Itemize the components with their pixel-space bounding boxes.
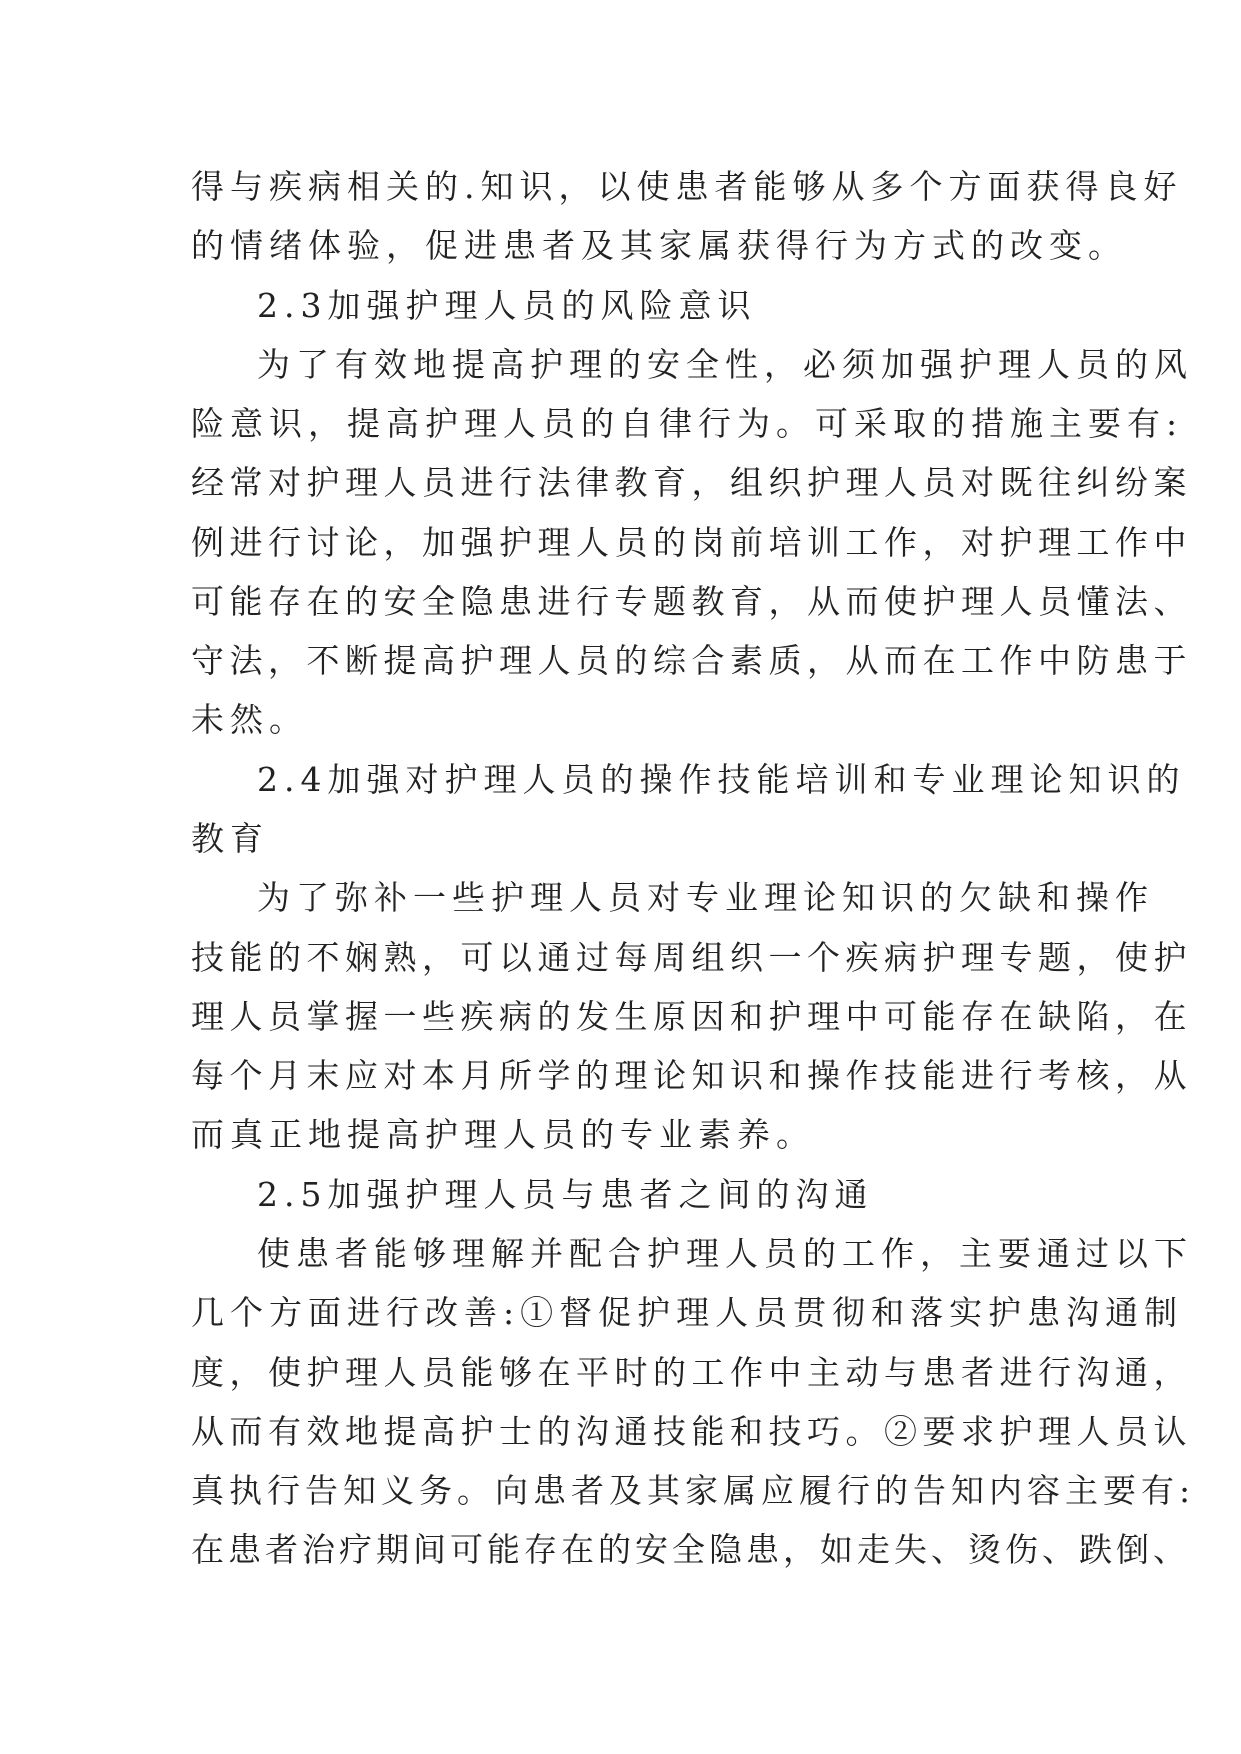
body-text-line: 而真正地提高护理人员的专业素养。 bbox=[191, 1115, 815, 1154]
body-text-line: 理人员掌握一些疾病的发生原因和护理中可能存在缺陷，在 bbox=[191, 997, 1192, 1036]
body-text-line: 度，使护理人员能够在平时的工作中主动与患者进行沟通， bbox=[191, 1353, 1192, 1392]
body-text-line: 得与疾病相关的.知识，以使患者能够从多个方面获得良好 bbox=[191, 167, 1183, 206]
body-text-line: 守法，不断提高护理人员的综合素质，从而在工作中防患于 bbox=[191, 641, 1192, 680]
body-text-line: 真执行告知义务。向患者及其家属应履行的告知内容主要有: bbox=[191, 1471, 1196, 1510]
section-heading-2-5: 2.5加强护理人员与患者之间的沟通 bbox=[257, 1175, 874, 1214]
section-heading-2-4-cont: 教育 bbox=[191, 819, 269, 858]
section-heading-2-3: 2.3加强护理人员的风险意识 bbox=[257, 286, 757, 325]
body-text-line: 的情绪体验，促进患者及其家属获得行为方式的改变。 bbox=[191, 226, 1127, 265]
body-text-line: 为了弥补一些护理人员对专业理论知识的欠缺和操作 bbox=[257, 878, 1154, 917]
body-text-line: 经常对护理人员进行法律教育，组织护理人员对既往纠纷案 bbox=[191, 463, 1192, 502]
body-text-line: 例进行讨论，加强护理人员的岗前培训工作，对护理工作中 bbox=[191, 523, 1192, 562]
body-text-line: 每个月末应对本月所学的理论知识和操作技能进行考核，从 bbox=[191, 1056, 1192, 1095]
body-text-line: 险意识，提高护理人员的自律行为。可采取的措施主要有: bbox=[191, 404, 1184, 443]
body-text-line: 使患者能够理解并配合护理人员的工作，主要通过以下 bbox=[257, 1234, 1193, 1273]
body-text-line: 从而有效地提高护士的沟通技能和技巧。②要求护理人员认 bbox=[191, 1412, 1192, 1451]
section-heading-2-4: 2.4加强对护理人员的操作技能培训和专业理论知识的 bbox=[257, 760, 1186, 799]
body-text-line: 几个方面进行改善:①督促护理人员贯彻和落实护患沟通制 bbox=[191, 1293, 1184, 1332]
body-text-line: 为了有效地提高护理的安全性，必须加强护理人员的风 bbox=[257, 345, 1193, 384]
body-text-line: 技能的不娴熟，可以通过每周组织一个疾病护理专题，使护 bbox=[191, 938, 1192, 977]
body-text-line: 未然。 bbox=[191, 700, 308, 739]
body-text-line: 在患者治疗期间可能存在的安全隐患，如走失、烫伤、跌倒、 bbox=[191, 1530, 1190, 1569]
body-text-line: 可能存在的安全隐患进行专题教育，从而使护理人员懂法、 bbox=[191, 582, 1192, 621]
